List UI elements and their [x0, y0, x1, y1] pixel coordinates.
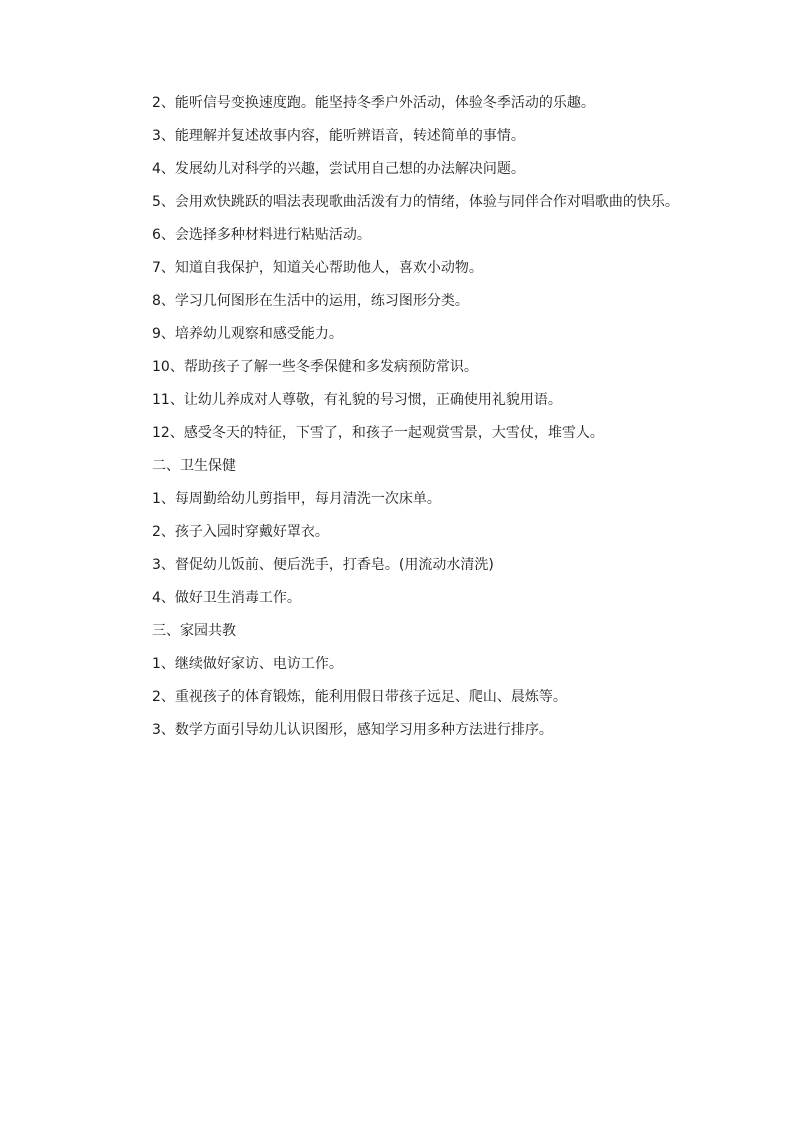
section-heading-health: 二、卫生保健 — [152, 458, 236, 474]
health-item-2: 2、孩子入园时穿戴好罩衣。 — [152, 524, 329, 540]
health-item-4: 4、做好卫生消毒工作。 — [152, 590, 301, 606]
section-heading-home-school: 三、家园共教 — [152, 623, 236, 639]
paragraph-item-3: 3、能理解并复述故事内容，能听辨语音，转述简单的事情。 — [152, 128, 525, 144]
paragraph-item-8: 8、学习几何图形在生活中的运用，练习图形分类。 — [152, 293, 469, 309]
home-school-item-1: 1、继续做好家访、电访工作。 — [152, 656, 343, 672]
paragraph-item-4: 4、发展幼儿对科学的兴趣，尝试用自己想的办法解决问题。 — [152, 161, 525, 177]
home-school-item-3: 3、数学方面引导幼儿认识图形，感知学习用多种方法进行排序。 — [152, 722, 553, 738]
paragraph-item-9: 9、培养幼儿观察和感受能力。 — [152, 326, 343, 342]
paragraph-item-10: 10、帮助孩子了解一些冬季保健和多发病预防常识。 — [152, 359, 478, 375]
paragraph-item-7: 7、知道自我保护，知道关心帮助他人，喜欢小动物。 — [152, 260, 483, 276]
document-body — [120, 92, 680, 752]
paragraph-item-2: 2、能听信号变换速度跑。能坚持冬季户外活动，体验冬季活动的乐趣。 — [152, 95, 595, 111]
paragraph-item-12: 12、感受冬天的特征，下雪了，和孩子一起观赏雪景，大雪仗，堆雪人。 — [152, 425, 604, 441]
paragraph-item-5: 5、会用欢快跳跃的唱法表现歌曲活泼有力的情绪，体验与同伴合作对唱歌曲的快乐。 — [152, 194, 679, 210]
home-school-item-2: 2、重视孩子的体育锻炼，能利用假日带孩子远足、爬山、晨炼等。 — [152, 689, 567, 705]
health-item-3: 3、督促幼儿饭前、便后洗手，打香皂。(用流动水清洗) — [152, 557, 494, 573]
health-item-1: 1、每周勤给幼儿剪指甲，每月清洗一次床单。 — [152, 491, 441, 507]
paragraph-item-6: 6、会选择多种材料进行粘贴活动。 — [152, 227, 371, 243]
paragraph-item-11: 11、让幼儿养成对人尊敬，有礼貌的号习惯，正确使用礼貌用语。 — [152, 392, 562, 408]
